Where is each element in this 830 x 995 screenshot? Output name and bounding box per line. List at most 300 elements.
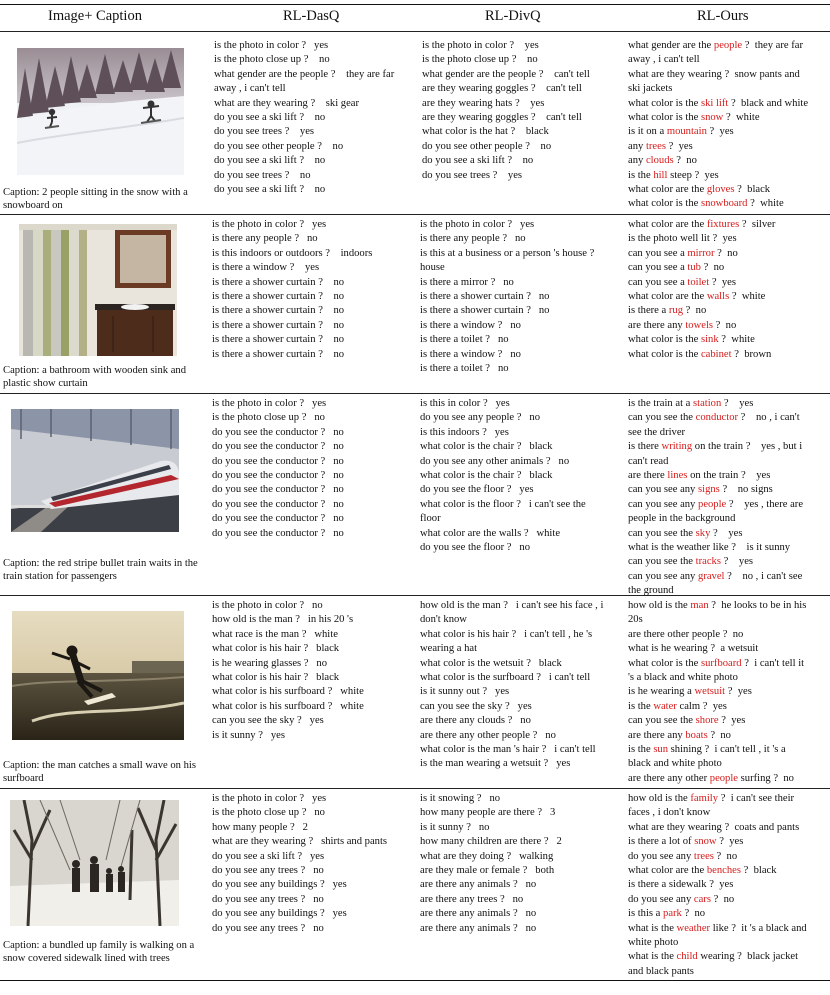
highlighted-object-word: signs — [698, 484, 720, 496]
dasq-dialog-2 — [212, 218, 417, 362]
dialog-line — [628, 657, 828, 671]
dialog-line: what color is his surfboard ? white — [212, 686, 364, 698]
dialog-text: ? brown — [731, 348, 772, 360]
dialog-line — [628, 111, 828, 125]
dialog-line — [628, 333, 828, 347]
dialog-line: what color is his surfboard ? white — [212, 700, 364, 712]
dialog-line: don't know — [420, 614, 467, 626]
dialog-text: are there any other — [628, 772, 710, 784]
divq-dialog-5 — [420, 792, 625, 936]
dialog-line — [628, 483, 828, 497]
top-rule — [0, 4, 830, 5]
dialog-text: ? no — [710, 893, 735, 905]
dialog-line — [628, 772, 828, 786]
dialog-text: ? yes — [709, 276, 736, 288]
dialog-line — [628, 541, 828, 555]
ours-dialog-2 — [628, 218, 828, 362]
dialog-line: is the photo close up ? no — [214, 54, 330, 66]
photo-snow-slope — [17, 48, 184, 175]
dasq-dialog-3 — [212, 397, 417, 541]
dialog-line: house — [420, 262, 445, 274]
ours-dialog-5 — [628, 792, 828, 979]
dialog-line: is it sunny ? yes — [212, 729, 285, 741]
dialog-line: is this in color ? yes — [420, 398, 510, 409]
dialog-line: what color is the wetsuit ? black — [420, 657, 562, 669]
dialog-text: what is he wearing ? a wetsuit — [628, 643, 759, 655]
dialog-text: is there a lot of — [628, 836, 695, 848]
dialog-line — [628, 218, 828, 232]
dialog-line: what color is the surfboard ? i can't tell — [420, 672, 591, 684]
row-separator — [0, 214, 830, 215]
dialog-line: is there a shower curtain ? no — [212, 348, 345, 360]
dialog-line — [628, 276, 828, 290]
dialog-text: ? no — [700, 262, 725, 274]
dialog-text: is the photo well lit ? yes — [628, 233, 737, 245]
dialog-line — [628, 950, 828, 964]
dialog-text: is it on a — [628, 126, 667, 138]
photo-surfer — [12, 611, 184, 740]
highlighted-object-word: snow — [694, 836, 717, 848]
dialog-text: can't read — [628, 455, 669, 467]
dialog-line: do you see a ski lift ? no — [214, 155, 326, 167]
dialog-text: what color is the — [628, 348, 701, 360]
highlighted-object-word: sink — [700, 334, 719, 346]
dialog-text: the ground — [628, 585, 674, 597]
dialog-line: are they male or female ? both — [420, 865, 555, 877]
highlighted-object-word: trees — [645, 140, 666, 152]
dialog-line: is the photo in color ? yes — [212, 793, 327, 804]
dialog-line — [628, 304, 828, 318]
highlighted-object-word: shore — [695, 715, 719, 727]
dialog-text: ? i can't see their — [718, 793, 795, 804]
dialog-text: what color is the — [628, 97, 701, 109]
dialog-line: can you see the sky ? yes — [420, 700, 532, 712]
dialog-text: is the — [628, 744, 654, 756]
dialog-text: can you see any — [628, 484, 699, 496]
highlighted-object-word: sky — [695, 527, 711, 539]
dialog-text: ? white — [723, 112, 760, 124]
dialog-line: what color is his hair ? i can't tell , he 's — [420, 628, 593, 640]
dialog-text: can you see a — [628, 276, 688, 288]
dialog-text: surfing ? no — [738, 772, 794, 784]
dialog-line: what gender are the people ? can't tell — [422, 68, 590, 80]
dialog-line: is there a shower curtain ? no — [212, 291, 345, 303]
dialog-line: is the photo close up ? no — [212, 412, 325, 424]
dialog-text: is there a sidewalk ? yes — [628, 879, 734, 891]
dialog-line: is the photo in color ? no — [212, 600, 323, 611]
dialog-line: is there a shower curtain ? no — [212, 305, 345, 317]
header-rule — [0, 31, 830, 32]
dialog-line: what color is the floor ? i can't see the — [420, 498, 586, 510]
highlighted-object-word: gloves — [706, 184, 735, 196]
dialog-line: what are they wearing ? shirts and pants — [212, 836, 388, 848]
dialog-line: do you see other people ? no — [214, 140, 344, 152]
highlighted-object-word: people — [698, 498, 727, 510]
dialog-text: and black pants — [628, 965, 694, 977]
dialog-text: ? black — [740, 865, 777, 877]
dialog-text: ? yes — [710, 527, 743, 539]
dialog-text: can you see the — [628, 527, 696, 539]
dialog-text: wearing ? black jacket — [697, 951, 799, 963]
dialog-line: do you see the floor ? yes — [420, 484, 534, 496]
dialog-text: ? no — [681, 908, 706, 920]
dialog-line: what color is the chair ? black — [420, 470, 553, 482]
dialog-line: do you see the conductor ? no — [212, 426, 344, 438]
row-separator — [0, 788, 830, 789]
highlighted-object-word: mountain — [666, 126, 707, 138]
dialog-text: ? yes — [720, 556, 754, 568]
dialog-line: is there a window ? yes — [212, 262, 320, 274]
highlighted-object-word: benches — [706, 865, 741, 877]
dialog-line: how many people ? 2 — [212, 821, 308, 833]
dialog-line: what are they doing ? walking — [420, 850, 554, 862]
dialog-line — [628, 290, 828, 304]
dialog-text: can you see a — [628, 247, 688, 259]
dialog-text: do you see any — [628, 850, 694, 862]
dialog-text: what color is the — [628, 198, 701, 210]
dialog-line: what color is his hair ? black — [212, 672, 340, 684]
dialog-text: what color are the — [628, 865, 707, 877]
dialog-line — [628, 154, 828, 168]
dialog-line — [628, 125, 828, 139]
divq-dialog-3 — [420, 397, 625, 555]
dialog-line — [628, 247, 828, 261]
dialog-text: ? black — [734, 184, 771, 196]
dialog-line: are there any trees ? no — [420, 893, 524, 905]
dialog-line — [628, 397, 828, 411]
dialog-text: ? yes — [718, 715, 746, 727]
dialog-text: what color is the — [628, 334, 701, 346]
dialog-line — [628, 893, 828, 907]
dialog-text: ? no — [707, 729, 731, 741]
divq-dialog-1 — [422, 39, 627, 183]
dialog-line — [628, 757, 828, 771]
dialog-text: ? no — [713, 850, 738, 862]
dialog-line: what color is his hair ? black — [212, 643, 340, 655]
highlighted-object-word: people — [709, 772, 739, 784]
dasq-dialog-1 — [214, 39, 419, 197]
highlighted-object-word: rug — [668, 305, 684, 317]
dialog-line — [628, 440, 828, 454]
highlighted-object-word: water — [653, 700, 677, 712]
dialog-text: any — [628, 155, 646, 167]
dialog-line: is there any people ? no — [212, 233, 318, 245]
row-separator — [0, 393, 830, 394]
dialog-text: ? white — [747, 198, 784, 210]
highlighted-object-word: hill — [653, 169, 668, 181]
dialog-line — [628, 169, 828, 183]
dialog-line: what color is the man 's hair ? i can't tell — [420, 744, 596, 756]
dialog-text: any — [628, 140, 646, 152]
caption-1: Caption: 2 people sitting in the snow with a snowboard on — [3, 187, 188, 211]
dialog-line: do you see any buildings ? yes — [212, 879, 347, 891]
dialog-text: what are they wearing ? snow pants and — [628, 68, 800, 80]
dialog-text: is the train at a — [628, 398, 694, 409]
dialog-text: are there other people ? no — [628, 628, 744, 640]
dialog-line: how old is the man ? in his 20 's — [212, 614, 354, 626]
header-rl-dasq: RL-DasQ — [283, 8, 340, 24]
dialog-line: do you see other people ? no — [422, 140, 552, 152]
dialog-line: are there any clouds ? no — [420, 715, 531, 727]
dialog-line: are they wearing goggles ? can't tell — [422, 83, 582, 95]
dialog-line: are they wearing goggles ? can't tell — [422, 112, 582, 124]
dialog-line: do you see the conductor ? no — [212, 470, 344, 482]
dialog-text: what color are the — [628, 219, 707, 230]
dialog-line: do you see a ski lift ? no — [214, 184, 326, 196]
dialog-line: are there any other people ? no — [420, 729, 556, 741]
dialog-line — [628, 936, 828, 950]
highlighted-object-word: fixtures — [706, 219, 740, 230]
dialog-text: see the driver — [628, 426, 686, 438]
dialog-line: how many people are there ? 3 — [420, 807, 556, 819]
highlighted-object-word: park — [663, 908, 682, 920]
dialog-line: is there any people ? no — [420, 233, 526, 245]
dialog-line — [628, 628, 828, 642]
dialog-line: can you see the sky ? yes — [212, 715, 324, 727]
photo-snowy-sidewalk — [10, 800, 179, 926]
dialog-text: is he wearing a — [628, 686, 695, 698]
dialog-line — [628, 584, 828, 598]
dialog-text: what color is the — [628, 657, 701, 669]
highlighted-object-word: cabinet — [700, 348, 732, 360]
dialog-text: ? no — [714, 247, 738, 259]
dialog-line: is the photo in color ? yes — [212, 219, 327, 230]
dialog-line — [628, 197, 828, 211]
caption-2: Caption: a bathroom with wooden sink and plastic show curtain — [3, 365, 187, 389]
highlighted-object-word: writing — [661, 441, 693, 453]
dialog-text: what is the — [628, 922, 677, 934]
highlighted-object-word: station — [693, 398, 722, 409]
dialog-line — [628, 232, 828, 246]
dialog-text: is there a — [628, 305, 669, 317]
dialog-line — [628, 469, 828, 483]
caption-4: Caption: the man catches a small wave on his surfboard — [3, 760, 196, 784]
dialog-text: is there — [628, 441, 662, 453]
dialog-text: 20s — [628, 614, 643, 626]
dialog-line: what color are the walls ? white — [420, 527, 561, 539]
dialog-line — [628, 555, 828, 569]
dialog-line: is there a mirror ? no — [420, 276, 514, 288]
dialog-text: people in the background — [628, 513, 736, 525]
dialog-line: do you see any trees ? no — [212, 893, 324, 905]
dialog-line: do you see any trees ? no — [212, 865, 324, 877]
ours-dialog-3 — [628, 397, 828, 599]
dialog-line: what race is the man ? white — [212, 628, 338, 640]
highlighted-object-word: conductor — [695, 412, 739, 424]
dialog-line: away , i can't tell — [214, 83, 286, 95]
dialog-line: is the photo in color ? yes — [422, 40, 539, 51]
dialog-line — [628, 714, 828, 728]
dialog-line: is this indoors ? yes — [420, 426, 509, 438]
dialog-line: is the photo close up ? no — [212, 807, 325, 819]
dialog-text: white photo — [628, 937, 679, 949]
dialog-text: is the — [628, 700, 654, 712]
dialog-line: do you see the floor ? no — [420, 542, 531, 554]
ours-dialog-1 — [628, 39, 828, 212]
dialog-text: what color is the — [628, 112, 701, 124]
dialog-line — [628, 140, 828, 154]
dialog-line: is the photo in color ? yes — [212, 398, 327, 409]
dialog-text: ? yes , there are — [726, 498, 804, 510]
dasq-dialog-5 — [212, 792, 417, 936]
photo-train — [11, 409, 179, 532]
dialog-line: is it snowing ? no — [420, 793, 501, 804]
dialog-text: 's a black and white photo — [628, 672, 738, 684]
dialog-text: ? no , i can't see — [724, 570, 803, 582]
bottom-rule — [0, 980, 830, 981]
dialog-line — [628, 261, 828, 275]
dialog-line: do you see trees ? yes — [422, 169, 523, 181]
dialog-line: do you see the conductor ? no — [212, 455, 344, 467]
dialog-text: are there any — [628, 729, 686, 741]
dialog-text: faces , i don't know — [628, 807, 711, 819]
highlighted-object-word: walls — [706, 291, 730, 303]
highlighted-object-word: snowboard — [700, 198, 748, 210]
highlighted-object-word: tracks — [695, 556, 721, 568]
dialog-line — [628, 743, 828, 757]
dialog-line — [628, 965, 828, 979]
dialog-text: ? no signs — [719, 484, 773, 496]
dialog-line: what color is the hat ? black — [422, 126, 549, 138]
highlighted-object-word: people — [713, 40, 743, 51]
dialog-line — [628, 835, 828, 849]
dialog-line: is there a shower curtain ? no — [212, 319, 345, 331]
dialog-text: can you see any — [628, 570, 699, 582]
caption-3: Caption: the red stripe bullet train waits in the train station for passengers — [3, 558, 198, 582]
dialog-line: is the photo in color ? yes — [420, 219, 535, 230]
divq-dialog-2 — [420, 218, 625, 376]
dialog-line: is the man wearing a wetsuit ? yes — [420, 758, 571, 770]
dialog-line — [628, 864, 828, 878]
dialog-text: can you see the — [628, 715, 696, 727]
caption-5: Caption: a bundled up family is walking on a snow covered sidewalk lined with trees — [3, 940, 195, 964]
dialog-line: what are they wearing ? ski gear — [214, 97, 360, 109]
dialog-text: calm ? yes — [676, 700, 727, 712]
highlighted-object-word: lines — [667, 470, 688, 482]
dialog-line — [628, 68, 828, 82]
dialog-line — [628, 806, 828, 820]
dialog-text: ? no , i can't — [738, 412, 800, 424]
dialog-line — [628, 348, 828, 362]
highlighted-object-word: cars — [693, 893, 711, 905]
dialog-text: ? yes — [716, 836, 744, 848]
dialog-line — [628, 82, 828, 96]
dialog-line: do you see any buildings ? yes — [212, 908, 347, 920]
dialog-text: can you see a — [628, 262, 688, 274]
highlighted-object-word: toilet — [687, 276, 710, 288]
dialog-line: is there a shower curtain ? no — [212, 334, 345, 346]
dialog-line — [628, 527, 828, 541]
dialog-line: do you see trees ? no — [214, 169, 311, 181]
dialog-text: on the train ? yes — [687, 470, 771, 482]
dialog-line: do you see any other animals ? no — [420, 455, 570, 467]
dialog-text: away , i can't tell — [628, 54, 700, 66]
dialog-text: ski jackets — [628, 83, 673, 95]
highlighted-object-word: clouds — [645, 155, 674, 167]
highlighted-object-word: wetsuit — [694, 686, 726, 698]
dialog-line — [628, 642, 828, 656]
dialog-line: is he wearing glasses ? no — [212, 657, 328, 669]
dialog-line: is there a window ? no — [420, 319, 521, 331]
dialog-text: what color are the — [628, 184, 707, 196]
highlighted-object-word: weather — [676, 922, 711, 934]
dialog-text: ? black and white — [728, 97, 809, 109]
dialog-line — [628, 878, 828, 892]
header-rl-ours: RL-Ours — [697, 8, 749, 24]
dialog-text: what is the weather like ? is it sunny — [628, 542, 791, 554]
highlighted-object-word: man — [690, 600, 709, 611]
dialog-text: what gender are the — [628, 40, 714, 51]
dialog-line — [628, 821, 828, 835]
dialog-line: wearing a hat — [420, 643, 478, 655]
dialog-text: ? white — [729, 291, 766, 303]
dialog-text: do you see any — [628, 893, 694, 905]
dialog-text: on the train ? yes , but i — [692, 441, 803, 453]
dialog-line: are there any animals ? no — [420, 908, 537, 920]
dialog-line — [628, 498, 828, 512]
dialog-line: is the photo in color ? yes — [214, 40, 329, 51]
dialog-text: how old is the — [628, 600, 691, 611]
dialog-line: is it sunny out ? yes — [420, 686, 510, 698]
highlighted-object-word: sun — [653, 744, 669, 756]
dialog-text: can you see any — [628, 498, 699, 510]
dialog-line: do you see a ski lift ? yes — [212, 850, 325, 862]
dialog-line: is there a window ? no — [420, 348, 521, 360]
dialog-line — [628, 850, 828, 864]
dialog-line: do you see the conductor ? no — [212, 513, 344, 525]
dialog-line: do you see any people ? no — [420, 412, 541, 424]
highlighted-object-word: trees — [693, 850, 714, 862]
dialog-text: ? he looks to be in his — [708, 600, 807, 611]
dialog-line: do you see the conductor ? no — [212, 498, 344, 510]
dialog-text: ? yes — [721, 398, 754, 409]
highlighted-object-word: boats — [685, 729, 708, 741]
dialog-line — [628, 319, 828, 333]
highlighted-object-word: surfboard — [700, 657, 742, 669]
dialog-text: ? no — [683, 305, 707, 317]
dialog-line — [628, 700, 828, 714]
dialog-text: black and white photo — [628, 758, 722, 770]
dialog-line — [628, 685, 828, 699]
dialog-text: are there — [628, 470, 668, 482]
dialog-text: ? yes — [665, 140, 693, 152]
highlighted-object-word: snow — [700, 112, 724, 124]
dialog-text: what is the — [628, 951, 677, 963]
dialog-line: is it sunny ? no — [420, 821, 490, 833]
dialog-text: ? white — [718, 334, 755, 346]
dialog-text: can you see the — [628, 556, 696, 568]
dialog-text: can you see the — [628, 412, 696, 424]
dialog-line: is there a toilet ? no — [420, 334, 509, 346]
dasq-dialog-4 — [212, 599, 417, 743]
dialog-line — [628, 792, 828, 806]
dialog-line: what color is the chair ? black — [420, 441, 553, 453]
dialog-text: ? yes — [706, 126, 734, 138]
ours-dialog-4 — [628, 599, 828, 786]
dialog-line: do you see the conductor ? no — [212, 484, 344, 496]
dialog-line — [628, 183, 828, 197]
dialog-line: are there any animals ? no — [420, 879, 537, 891]
dialog-line: are they wearing hats ? yes — [422, 97, 545, 109]
divq-dialog-4 — [420, 599, 625, 772]
dialog-text: ? silver — [739, 219, 776, 230]
dialog-line — [628, 426, 828, 440]
dialog-text: is the — [628, 169, 654, 181]
dialog-text: what are they wearing ? coats and pants — [628, 821, 800, 833]
dialog-line: how many children are there ? 2 — [420, 836, 562, 848]
dialog-text: is this a — [628, 908, 664, 920]
dialog-line: is the photo close up ? no — [422, 54, 538, 66]
